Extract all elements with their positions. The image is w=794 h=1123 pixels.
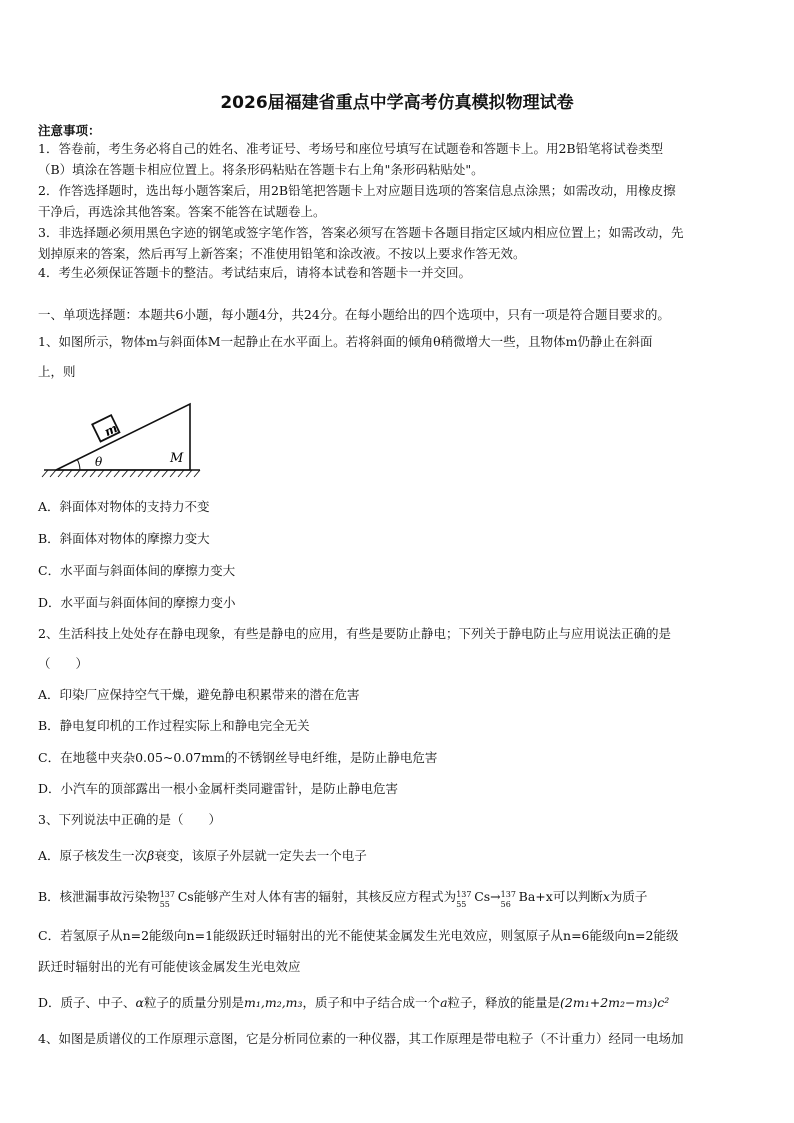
notice-line: 1．答卷前，考生务必将自己的姓名、准考证号、考场号和座位号填写在试题卷和答题卡上。用2B铅笔将试卷类型: [38, 141, 664, 156]
reaction-product: Ba+x: [518, 889, 553, 904]
option-c: C．在地毯中夹杂0.05~0.07mm的不锈钢丝导电纤维，是防止静电危害: [38, 750, 438, 765]
question-4-stem: 4、如图是质谱仪的工作原理示意图，它是分析同位素的一种仪器，其工作原理是带电粒子（不计重力）经同一电场加: [38, 1031, 684, 1046]
atomic-number: 56: [500, 900, 511, 909]
question-2-stem-cont: （ ）: [38, 656, 89, 671]
option-text: ，质子和中子结合成一个: [302, 995, 441, 1010]
notice-line: 干净后，再选涂其他答案。答案不能答在试题卷上。: [38, 204, 326, 219]
fig-label-M: M: [170, 451, 184, 466]
option-d: D．水平面与斜面体间的摩擦力变小: [38, 595, 236, 610]
option-text: D．质子、中子、: [38, 995, 136, 1010]
option-c-cont: 跃迁时辐射出的光有可能使该金属发生光电效应: [38, 959, 301, 974]
mass-number: 137: [500, 890, 516, 899]
energy-formula: (2m₁+2m₂−m₃)c²: [560, 995, 670, 1010]
cs-isotope-notation: [159, 887, 178, 909]
notice-line: 划掉原来的答案，然后再写上新答案；不准使用铅笔和涂改液。不按以上要求作答无效。: [38, 246, 526, 261]
option-c: C．水平面与斜面体间的摩擦力变大: [38, 563, 236, 578]
option-text: 可以判断: [552, 889, 603, 904]
notice-line: （B）填涂在答题卡相应位置上。将条形码粘贴在答题卡右上角"条形码粘贴处"。: [38, 162, 484, 177]
fig-label-theta: θ: [95, 455, 103, 469]
page-title: 2026届福建省重点中学高考仿真模拟物理试卷: [220, 93, 574, 113]
section-heading: 一、单项选择题：本题共6小题，每小题4分，共24分。在每小题给出的四个选项中，只有一项是符合题目要求的。: [38, 307, 670, 322]
question-1-stem-cont: 上，则: [38, 364, 76, 379]
atomic-number: 55: [456, 900, 467, 909]
option-b: [38, 887, 762, 909]
ba-isotope-notation: [500, 887, 519, 909]
option-b: B．静电复印机的工作过程实际上和静电完全无关: [38, 718, 310, 733]
option-d: D．小汽车的顶部露出一根小金属杆类同避雷针，是防止静电危害: [38, 781, 399, 796]
notice-line: 3．非选择题必须用黑色字迹的钢笔或签字笔作答，答案必须写在答题卡各题目指定区域内相应位置上；如需改动，先: [38, 225, 684, 240]
mass-number: 137: [159, 890, 175, 899]
variable-a: a: [440, 995, 448, 1010]
notice-heading: 注意事项：: [38, 123, 101, 138]
incline-diagram: [40, 398, 205, 478]
option-text: 为质子: [609, 889, 648, 904]
option-text: A．原子核发生一次: [38, 848, 148, 863]
question-1-stem: 1、如图所示，物体m与斜面体M一起静止在水平面上。若将斜面的倾角θ稍微增大一些，且物体m仍静止在斜面: [38, 334, 653, 349]
notice-line: 2．作答选择题时，选出每小题答案后，用2B铅笔把答题卡上对应题目选项的答案信息点涂黑；如需改动，用橡皮擦: [38, 183, 676, 198]
atomic-number: 55: [159, 900, 170, 909]
question-3-stem: 3、下列说法中正确的是（ ）: [38, 812, 221, 827]
variable-x: x: [602, 889, 610, 904]
option-c: C．若氢原子从n=2能级向n=1能级跃迁时辐射出的光不能使某金属发生光电效应，则氢原子从n=6能级向n=2能级: [38, 928, 679, 943]
cs-isotope-notation: [456, 887, 474, 909]
option-b: B．斜面体对物体的摩擦力变大: [38, 531, 210, 546]
reaction-arrow: →: [490, 889, 501, 904]
option-text: B．核泄漏事故污染物: [38, 889, 160, 904]
option-text: 粒子，释放的能量是: [447, 995, 561, 1010]
question-2-stem: 2、生活科技上处处存在静电现象，有些是静电的应用，有些是要防止静电；下列关于静电防止与应用说法正确的是: [38, 626, 671, 641]
option-text: 能够产生对人体有害的辐射，其核反应方程式为: [193, 889, 457, 904]
option-a: [38, 847, 762, 865]
mass-number: 137: [456, 890, 472, 899]
alpha-symbol: α: [135, 995, 144, 1010]
element-symbol: Cs: [177, 889, 194, 904]
element-symbol: Cs: [474, 889, 491, 904]
notice-line: 4．考生必须保证答题卡的整洁。考试结束后，请将本试卷和答题卡一并交回。: [38, 265, 471, 280]
option-a: A．印染厂应保持空气干燥，避免静电积累带来的潜在危害: [38, 687, 360, 702]
option-text: 衰变，该原子外层就一定失去一个电子: [154, 848, 367, 863]
option-a: A．斜面体对物体的支持力不变: [38, 499, 210, 514]
mass-variables: m₁,m₂,m₃: [244, 995, 303, 1010]
option-d: [38, 994, 762, 1012]
option-text: 粒子的质量分别是: [143, 995, 244, 1010]
fig-label-m: m: [102, 420, 120, 440]
beta-symbol: β: [147, 848, 155, 863]
